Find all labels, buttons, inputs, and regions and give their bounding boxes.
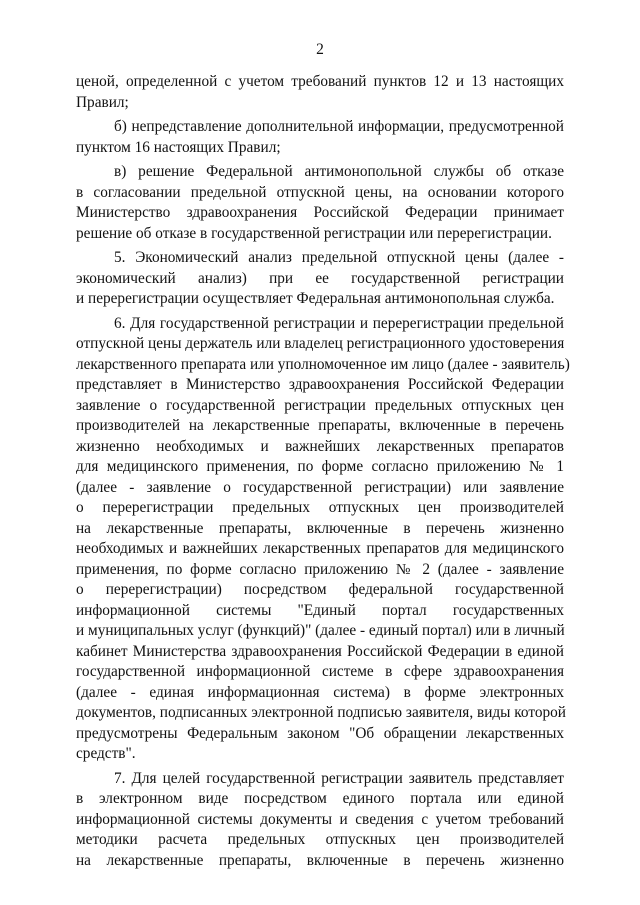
text-line: на лекарственные препараты, включенные в перечень жизненно (76, 851, 564, 869)
text-line: (далее - заявление о государственной регистрации) или заявление (76, 478, 564, 496)
text-line: пунктом 16 настоящих Правил; (76, 138, 281, 156)
text-line: и перерегистрации осуществляет Федеральная антимонопольная служба. (76, 290, 555, 307)
text-line: информационной системы документы и сведения с учетом требований (76, 810, 564, 828)
text-line: о перерегистрации) посредством федеральной государственной (76, 581, 564, 598)
text-line: кабинет Министерства здравоохранения Российской Федерации в единой (76, 642, 564, 660)
text-line: (далее - единая информационная система) в форме электронных (76, 683, 564, 701)
text-line: лекарственного препарата или уполномоченное им лицо (далее - заявитель) (76, 355, 570, 373)
text-line: применения, по форме согласно приложению № 2 (далее - заявление (76, 560, 564, 578)
text-line: и муниципальных услуг (функций)" (далее - единый портал) или в личный (76, 622, 565, 639)
text-line: информационной системы "Единый портал государственных (76, 601, 564, 619)
text-line: о перерегистрации предельных отпускных цен производителей (76, 499, 564, 516)
text-line: для медицинского применения, по форме согласно приложению № 1 (76, 458, 564, 475)
text-line: жизненно необходимых и важнейших лекарственных препаратов (76, 437, 564, 455)
text-line: отпускной цены держатель или владелец регистрационного удостоверения (76, 335, 565, 352)
text-line: Правил; (76, 93, 129, 111)
text-line: в согласовании предельной отпускной цены, на основании которого (76, 183, 564, 201)
text-line: экономический анализ) при ее государственной регистрации (76, 269, 564, 287)
text-line: на лекарственные препараты, включенные в перечень жизненно (76, 519, 564, 537)
text-line: 7. Для целей государственной регистрации заявитель представляет (114, 769, 564, 787)
text-line: методики расчета предельных отпускных цен производителей (76, 831, 564, 848)
text-line: документов, подписанных электронной подписью заявителя, виды которой (76, 704, 566, 721)
text-line: решение об отказе в государственной регистрации или перерегистрации. (76, 224, 552, 242)
text-line: заявление о государственной регистрации предельных отпускных цен (76, 396, 564, 414)
text-line: государственной информационной системе в сфере здравоохранения (76, 663, 564, 680)
text-line: 6. Для государственной регистрации и перерегистрации предельной (114, 314, 564, 332)
text-line: представляет в Министерство здравоохранения Российской Федерации (76, 376, 564, 393)
text-line: ценой, определенной с учетом требований пунктов 12 и 13 настоящих (76, 73, 564, 90)
text-line: б) непредставление дополнительной информации, предусмотренной (114, 118, 564, 135)
text-line: предусмотрены Федеральным законом "Об обращении лекарственных (76, 724, 564, 742)
text-line: Министерство здравоохранения Российской Федерации принимает (76, 204, 564, 221)
document-body (76, 72, 570, 871)
text-line: в электронном виде посредством единого портала или единой (76, 790, 564, 807)
page-number: 2 (316, 41, 324, 58)
text-line: производителей на лекарственные препараты, включенные в перечень (76, 417, 564, 434)
text-line: средств". (76, 745, 136, 762)
text-line: необходимых и важнейших лекарственных препаратов для медицинского (76, 540, 564, 557)
text-line: в) решение Федеральной антимонопольной службы об отказе (114, 163, 564, 180)
text-line: 5. Экономический анализ предельной отпускной цены (далее - (114, 249, 564, 266)
